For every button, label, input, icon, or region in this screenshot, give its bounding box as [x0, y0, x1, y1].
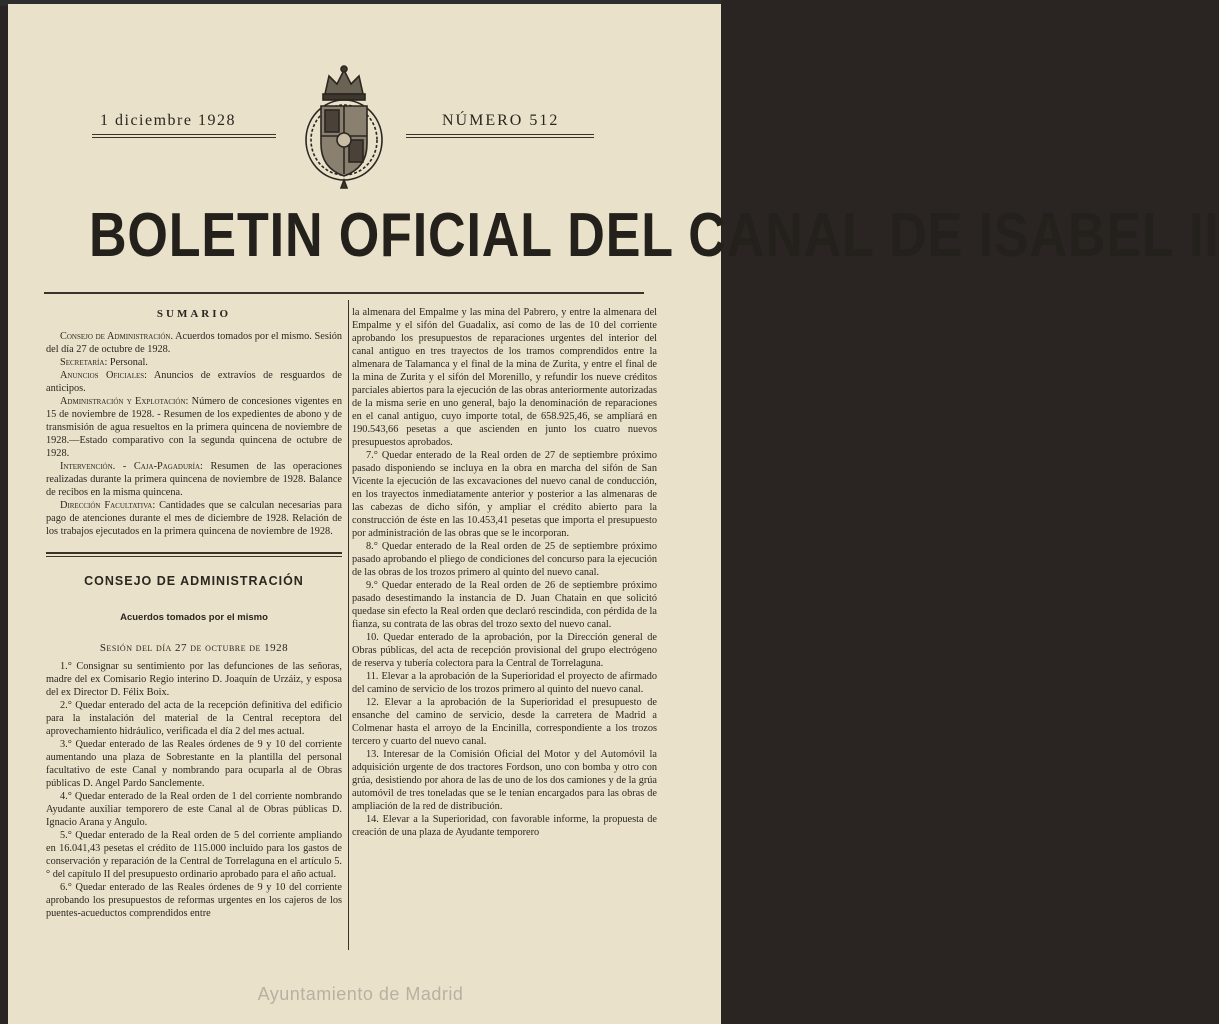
- summary-lead: Consejo de Administración.: [60, 331, 174, 342]
- summary-text: Personal.: [107, 357, 148, 368]
- summary-lead: Anuncios Oficiales:: [60, 370, 147, 381]
- summary-lead: Dirección Facultativa:: [60, 500, 156, 511]
- section-heading: CONSEJO DE ADMINISTRACIÓN: [84, 574, 304, 588]
- summary-title: SUMARIO: [156, 308, 232, 320]
- date-underline: [92, 134, 276, 138]
- summary-item: [46, 369, 342, 395]
- summary-item: [46, 330, 342, 356]
- session-heading: Sesión del día 27 de octubre de 1928: [99, 642, 289, 654]
- agreement-paragraph: 5.° Quedar enterado de la Real orden de 5 del corriente ampliando en 16.041,43 pesetas el crédito de 115.000 incluído para los gastos de conservación y reparación de la Central de Torrelaguna en el artículo 5.° del capítulo II del presupuesto ordinario aprobado para el año actual.: [46, 830, 342, 880]
- issue-date: 1 diciembre 1928: [100, 112, 236, 129]
- summary-text: Acuerdos tomados por el mismo. Sesión del día 27 de octubre de 1928.: [46, 331, 342, 355]
- masthead-rule: [44, 292, 644, 294]
- summary-lead: Secretaría:: [60, 357, 108, 368]
- section-subheading: Acuerdos tomados por el mismo: [120, 612, 268, 623]
- agreement-paragraph: la almenara del Empalme y las mina del Pabrero, y entre la almenara del Empalme y el sifón del Guadalix, así como de las de 10 del corriente aprobando los presupuestos de reparaciones urgentes del interior del canal antiguo en tres trayectos de los tramos comprendidos entre la almenara de Talamanca y el final de la mina de Zurita, y entre el final de la mina de Zurita y el sifón del Morenillo, y refundir los nueve créditos parciales abiertos para la ejecución de las obras anteriormente autorizadas de la misma serie en uno general, bajo la denominación de reparaciones en el canal antiguo, cuyo importe total, de 658.925,46, se amplíará en 190.543,66 pesetas a que ascienden en junto los cuatro nuevos presupuestos aprobados.: [352, 307, 657, 448]
- agreement-paragraph: 6.° Quedar enterado de las Reales órdenes de 9 y 10 del corriente aprobando los presupuestos de reformas urgentes en los cajeros de los puentes-acueductos comprendidos entre: [46, 882, 342, 919]
- summary-heading: [46, 308, 342, 330]
- summary-text: Resumen de las operaciones realizadas durante la primera quincena de noviembre de 1928. Balance de recibos en la misma quincena.: [46, 461, 343, 498]
- council-right-column: [352, 306, 657, 839]
- summary-item: [46, 395, 342, 460]
- summary-lead: Intervención. - Caja-Pagaduría:: [60, 461, 203, 472]
- agreement-paragraph: 3.° Quedar enterado de las Reales órdenes de 9 y 10 del corriente aumentando una plaza de Sobrestante en la plantilla del personal facultativo de este Canal y nombrando para ocuparla al de Obras públicas D. Angel Pardo Sanclemente.: [46, 739, 342, 789]
- agreement-paragraph: 12. Elevar a la aprobación de la Superioridad el presupuesto de ensanche del camino de servicio, desde la carretera de Madrid a Colmenar hasta el arroyo de la Encinilla, correspondiente a los trozos tercero y cuarto del nuevo canal.: [352, 697, 657, 747]
- agreement-paragraph: 9.° Quedar enterado de la Real orden de 26 de septiembre próximo pasado desestimando la instancia de D. Juan Chatain en que solicitó quedase sin efecto la Real orden que declaró rescindida, con pérdida de la fianza, su contrata de las obras del trozo sexto del nuevo canal.: [352, 580, 657, 630]
- agreement-paragraph: 13. Interesar de la Comisión Oficial del Motor y del Automóvil la adquisición urgente de dos tractores Fordson, uno con bomba y otro con grúa, desistiendo por ahora de las de uno de los dos camiones y de la grúa automóvil de tres toneladas que se le tenían encargados para las obras de ampliación de la red de distribución.: [352, 749, 657, 812]
- agreement-paragraph: 10. Quedar enterado de la aprobación, por la Dirección general de Obras públicas, del acta de recepción provisional del grupo electrógeno de reserva y tubería colectora para la Central de Torrelaguna.: [352, 632, 657, 669]
- agreement-paragraph: 14. Elevar a la Superioridad, con favorable informe, la propuesta de creación de una plaza de Ayudante temporero: [352, 814, 657, 838]
- number-underline: [406, 134, 594, 138]
- agreement-paragraph: 11. Elevar a la aprobación de la Superioridad el proyecto de afirmado del camino de servicio de los trozos primero al quinto del nuevo canal.: [352, 671, 657, 695]
- summary-text: Cantidades que se calculan necesarias para pago de atenciones durante el mes de diciembre de 1928. Relación de los trabajos ejecutados en la primera quincena de noviembre de 1928.: [46, 500, 342, 537]
- council-left-column: [46, 660, 342, 920]
- agreement-paragraph: 2.° Quedar enterado del acta de la recepción definitiva del edificio para la instalación del material de la Central receptora del aprovechamiento hidráulico, verificada el día 2 del mes actual.: [46, 700, 342, 737]
- summary-rule-top: [46, 552, 342, 554]
- issue-number: NÚMERO 512: [442, 112, 560, 129]
- archive-watermark: Ayuntamiento de Madrid: [257, 984, 464, 1004]
- summary-item: [46, 499, 342, 538]
- agreement-paragraph: 8.° Quedar enterado de la Real orden de 25 de septiembre próximo pasado aprobando el pliego de condiciones del concurso para la ejecución de las obras de los trozos primero al quinto del nuevo canal.: [352, 541, 657, 578]
- summary-rule-bottom: [46, 556, 342, 557]
- summary-text: Número de concesiones vigentes en 15 de noviembre de 1928. - Resumen de los expedientes de abono y de transmisión de agua resueltos en la primera quincena de noviembre de 1928.—Estado comparativo con la segunda quincena de octubre de 1928.: [46, 396, 342, 459]
- newspaper-page: [8, 4, 1219, 1024]
- royal-coat-of-arms-icon: [303, 64, 385, 190]
- summary-lead: Administración y Explotación:: [60, 396, 189, 407]
- summary-item: [46, 460, 342, 499]
- agreement-paragraph: 4.° Quedar enterado de la Real orden de 1 del corriente nombrando Ayudante auxiliar temporero de este Canal al de Obras públicas D. Ignacio Arana y Angulo.: [46, 791, 342, 828]
- summary-item: [46, 356, 342, 369]
- agreement-paragraph: 1.° Consignar su sentimiento por las defunciones de las señoras, madre del ex Comisario Regio interino D. Joaquín de Urzáiz, y esposa del ex Director D. Félix Boix.: [46, 661, 342, 698]
- summary-list: [46, 330, 342, 538]
- column-divider: [348, 300, 349, 950]
- summary-text: Anuncios de extravíos de resguardos de anticipos.: [46, 370, 342, 394]
- agreement-paragraph: 7.° Quedar enterado de la Real orden de 27 de septiembre próximo pasado disponiendo se incluya en la obra en marcha del sifón de San Vicente la ejecución de las excavaciones del nuevo canal de conducción, en los trayectos inmediatamente anterior y posterior a las almenaras de las cabezas de dicho sifón, y ampliar el crédito abierto para la construcción de éste en las 10.453,41 pesetas que importa el presupuesto por administración de las obras que se le incorporan.: [352, 450, 657, 539]
- newspaper-title: BOLETIN OFICIAL DEL CANAL DE ISABEL II: [88, 201, 1219, 270]
